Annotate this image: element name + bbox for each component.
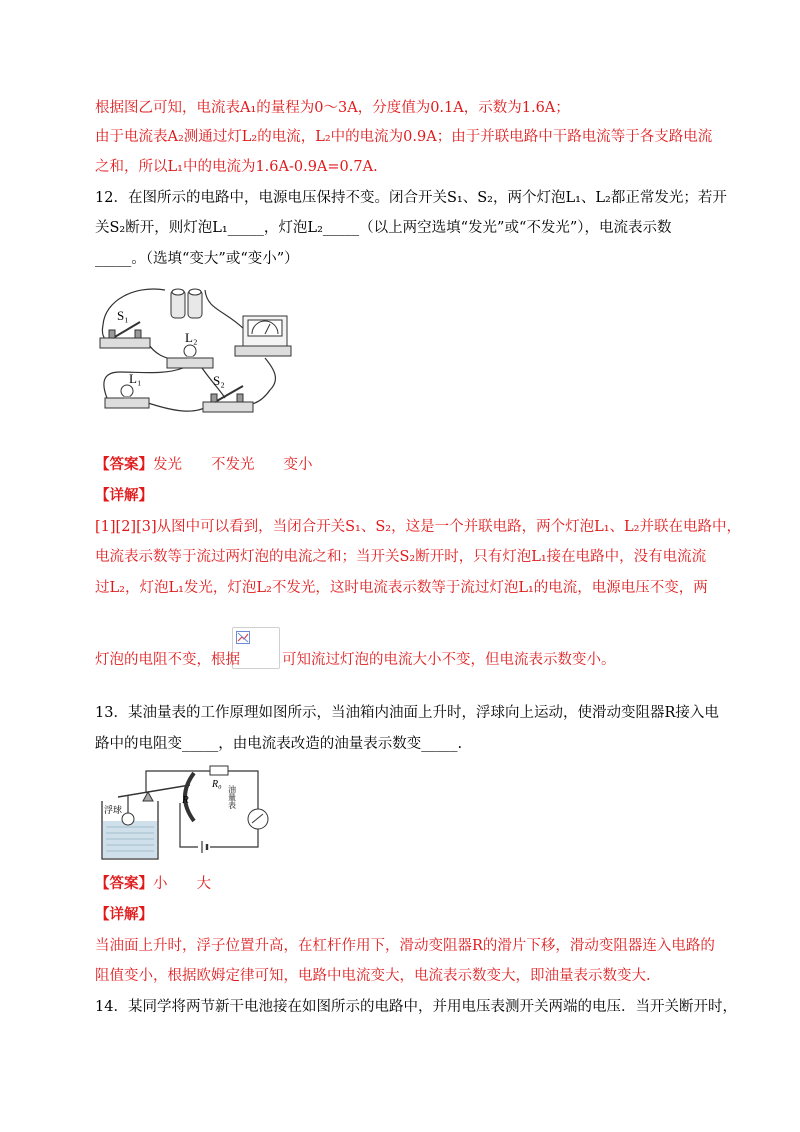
q13-oil-gauge-figure: [98, 763, 270, 861]
q12-detail-line-2: 电流表示数等于流过两灯泡的电流之和；当开关S₂断开时，只有灯泡L₁接在电路中，没有电流流: [95, 549, 707, 565]
q12-text-line-3: _____。（选填“变大”或“变小”）: [95, 251, 299, 267]
label-l1: L₁: [129, 371, 142, 386]
q12-detail-tag: 【详解】: [95, 487, 153, 504]
label-s2: S₂: [213, 373, 225, 388]
q12-detail-line-4a: 灯泡的电阻不变，根据: [95, 652, 240, 668]
q13-text-line-1: 13．某油量表的工作原理如图所示，当油箱内油面上升时，浮球向上运动，使滑动变阻器R接入电: [95, 705, 719, 721]
q13-answer-text: 小 大: [153, 876, 211, 892]
prev-answer-line-3: 之和，所以L₁中的电流为1.6A-0.9A=0.7A.: [95, 159, 378, 175]
label-l2: L₂: [185, 330, 198, 345]
label-r0: R₀: [212, 779, 222, 790]
q12-answer-text: 发光 不发光 变小: [153, 457, 313, 473]
q13-detail-tag: 【详解】: [95, 906, 153, 923]
label-r: R: [182, 794, 189, 806]
label-s1: S₁: [117, 308, 129, 323]
answer-tag: 【答案】: [95, 875, 153, 892]
q13-detail-line-2: 阻值变小，根据欧姆定律可知，电路中电流变大，电流表示数变大，即油量表示数变大.: [95, 968, 651, 984]
q12-detail-line-4b: 可知流过灯泡的电流大小不变，但电流表示数变小。: [282, 652, 616, 668]
q12-circuit-figure: [95, 280, 295, 420]
label-oil-meter: 油量表: [227, 785, 237, 809]
q13-answer-row: [95, 874, 211, 894]
q12-detail-line-3: 过L₂，灯泡L₁发光，灯泡L₂不发光，这时电流表示数等于流过灯泡L₁的电流，电源电压不变，两: [95, 580, 708, 596]
prev-answer-line-2: 由于电流表A₂测通过灯L₂的电流，L₂中的电流为0.9A；由于并联电路中干路电流等于各支路电流: [95, 129, 713, 145]
q13-detail-line-1: 当油面上升时，浮子位置升高，在杠杆作用下，滑动变阻器R的滑片下移，滑动变阻器连入电路的: [95, 938, 715, 954]
q12-answer-row: [95, 455, 313, 475]
broken-image-icon: [236, 631, 250, 644]
q14-text-line-1: 14．某同学将两节新干电池接在如图所示的电路中，并用电压表测开关两端的电压．当开关断开时，: [95, 999, 737, 1015]
answer-tag: 【答案】: [95, 456, 153, 473]
q12-detail-line-1: [1][2][3]从图中可以看到，当闭合开关S₁、S₂，这是一个并联电路，两个灯泡L₁、L₂并联在电路中，: [95, 519, 741, 535]
q12-text-line-2: 关S₂断开，则灯泡L₁_____，灯泡L₂_____（以上两空选填“发光”或“不发光”），电流表示数: [95, 220, 672, 236]
q12-text-line-1: 12．在图所示的电路中，电源电压保持不变。闭合开关S₁、S₂，两个灯泡L₁、L₂都正常发光；若开: [95, 190, 727, 206]
label-float: 浮球: [104, 806, 123, 816]
prev-answer-line-1: 根据图乙可知，电流表A₁的量程为0～3A，分度值为0.1A，示数为1.6A；: [95, 100, 570, 116]
q13-text-line-2: 路中的电阻变_____，由电流表改造的油量表示数变_____.: [95, 736, 463, 752]
